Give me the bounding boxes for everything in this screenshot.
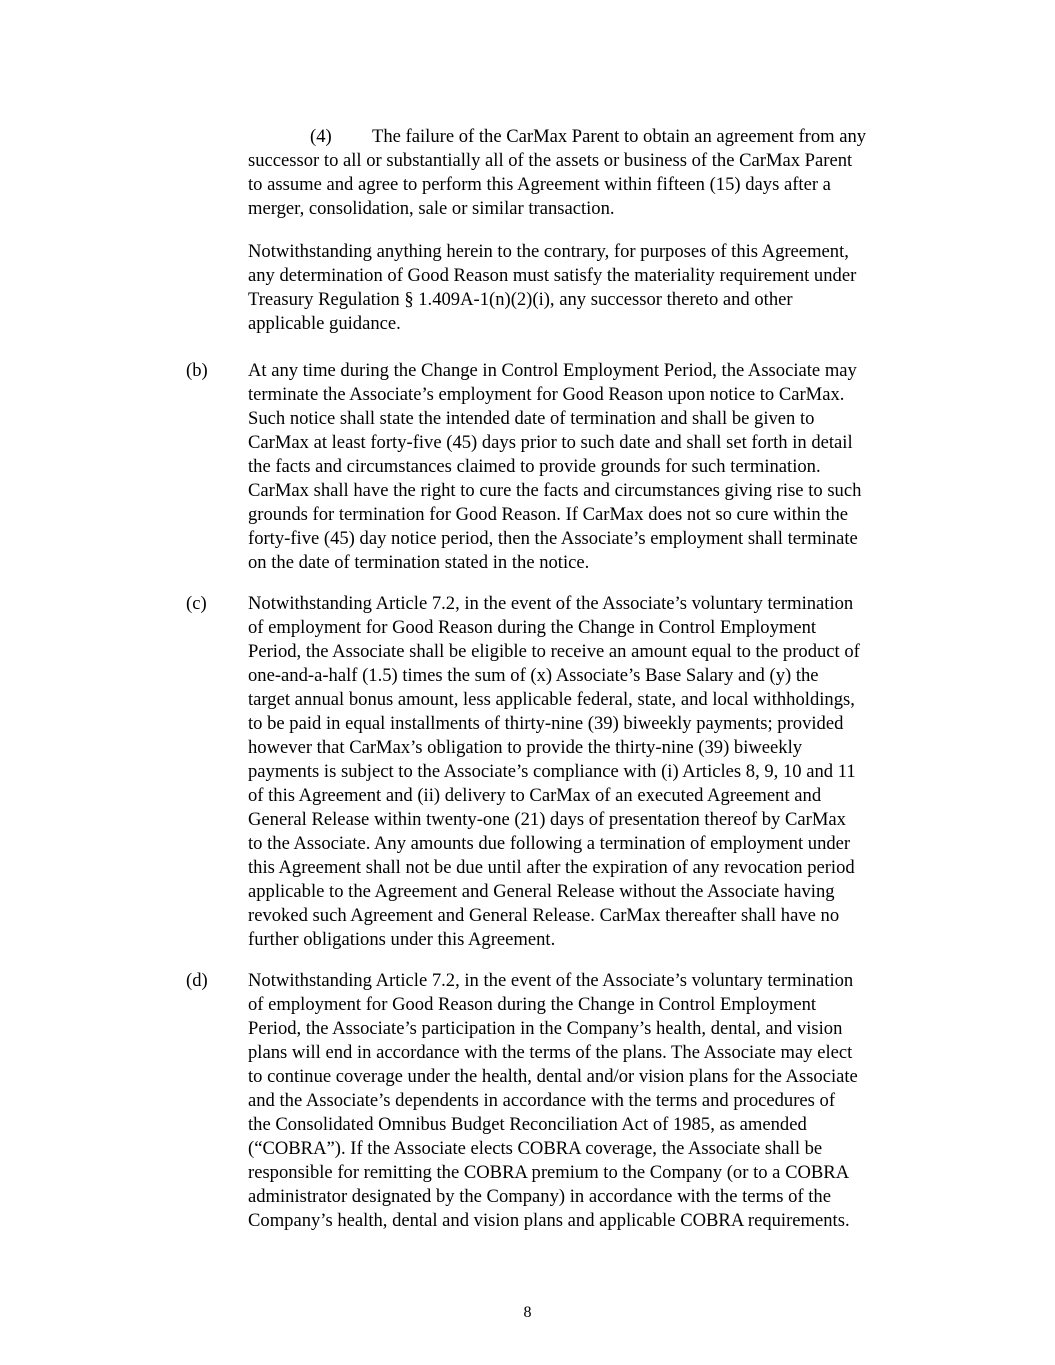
- paragraph-item-4: [248, 125, 938, 221]
- text-line: CarMax shall have the right to cure the facts and circumstances giving rise to such: [248, 480, 862, 501]
- text-line: At any time during the Change in Control Employment Period, the Associate may: [248, 360, 857, 381]
- text-line: however that CarMax’s obligation to provide the thirty-nine (39) biweekly: [248, 737, 803, 758]
- text-line: Period, the Associate shall be eligible to receive an amount equal to the product of: [248, 641, 860, 662]
- text-line: on the date of termination stated in the notice.: [248, 552, 590, 573]
- text-line: Treasury Regulation § 1.409A-1(n)(2)(i), any successor thereto and other: [248, 289, 793, 310]
- text-line: and the Associate’s dependents in accordance with the terms and procedures of: [248, 1090, 836, 1111]
- text-line: Notwithstanding anything herein to the contrary, for purposes of this Agreement,: [248, 241, 849, 262]
- page-number: 8: [523, 1304, 532, 1321]
- text-line: of this Agreement and (ii) delivery to CarMax of an executed Agreement and: [248, 785, 822, 806]
- text-line: of employment for Good Reason during the Change in Control Employment: [248, 994, 817, 1015]
- text-line: this Agreement shall not be due until after the expiration of any revocation period: [248, 857, 855, 878]
- paragraph-notwithstanding: [248, 240, 938, 336]
- text-line: target annual bonus amount, less applicable federal, state, and local withholdings,: [248, 689, 855, 710]
- text-line: merger, consolidation, sale or similar transaction.: [248, 198, 615, 219]
- paragraph-item-c: [248, 592, 938, 952]
- text-line: responsible for remitting the COBRA premium to the Company (or to a COBRA: [248, 1162, 850, 1183]
- text-line: CarMax at least forty-five (45) days prior to such date and shall set forth in detail: [248, 432, 853, 453]
- text-line: administrator designated by the Company) in accordance with the terms of the: [248, 1186, 831, 1207]
- item-b-marker: (b): [186, 360, 208, 381]
- item-d-marker: (d): [186, 970, 208, 991]
- text-line: further obligations under this Agreement.: [248, 929, 556, 950]
- paragraph-item-d: [248, 969, 938, 1233]
- text-line: to continue coverage under the health, dental and/or vision plans for the Associate: [248, 1066, 858, 1087]
- text-line: (4) The failure of the CarMax Parent to obtain an agreement from any: [310, 126, 867, 147]
- text-line: to the Associate. Any amounts due following a termination of employment under: [248, 833, 851, 854]
- text-line: to assume and agree to perform this Agreement within fifteen (15) days after a: [248, 174, 831, 195]
- text-line: to be paid in equal installments of thirty-nine (39) biweekly payments; provided: [248, 713, 844, 734]
- text-line: General Release within twenty-one (21) days of presentation thereof by CarMax: [248, 809, 846, 830]
- text-line: Company’s health, dental and vision plans and applicable COBRA requirements.: [248, 1210, 850, 1231]
- text-line: plans will end in accordance with the terms of the plans. The Associate may elect: [248, 1042, 853, 1063]
- text-line: forty-five (45) day notice period, then the Associate’s employment shall terminate: [248, 528, 858, 549]
- text-line: the Consolidated Omnibus Budget Reconciliation Act of 1985, as amended: [248, 1114, 807, 1135]
- item-c-marker: (c): [186, 593, 207, 614]
- text-line: applicable to the Agreement and General Release without the Associate having: [248, 881, 835, 902]
- text-line: of employment for Good Reason during the Change in Control Employment: [248, 617, 817, 638]
- text-line: successor to all or substantially all of the assets or business of the CarMax Parent: [248, 150, 853, 171]
- text-line: Such notice shall state the intended date of termination and shall be given to: [248, 408, 815, 429]
- text-line: Notwithstanding Article 7.2, in the event of the Associate’s voluntary termination: [248, 593, 854, 614]
- text-line: Notwithstanding Article 7.2, in the event of the Associate’s voluntary termination: [248, 970, 854, 991]
- text-line: one-and-a-half (1.5) times the sum of (x) Associate’s Base Salary and (y) the: [248, 665, 819, 686]
- text-line: payments is subject to the Associate’s compliance with (i) Articles 8, 9, 10 and 11: [248, 761, 856, 782]
- text-line: (“COBRA”). If the Associate elects COBRA coverage, the Associate shall be: [248, 1138, 823, 1159]
- text-line: Period, the Associate’s participation in the Company’s health, dental, and vision: [248, 1018, 843, 1039]
- text-line: terminate the Associate’s employment for Good Reason upon notice to CarMax.: [248, 384, 845, 405]
- item-4-marker: (4): [310, 126, 332, 147]
- text-line: revoked such Agreement and General Release. CarMax thereafter shall have no: [248, 905, 840, 926]
- text-line: grounds for termination for Good Reason. If CarMax does not so cure within the: [248, 504, 849, 525]
- text-line: the facts and circumstances claimed to provide grounds for such termination.: [248, 456, 821, 477]
- text-line: any determination of Good Reason must satisfy the materiality requirement under: [248, 265, 857, 286]
- text-line: applicable guidance.: [248, 313, 401, 334]
- paragraph-item-b: [248, 359, 938, 575]
